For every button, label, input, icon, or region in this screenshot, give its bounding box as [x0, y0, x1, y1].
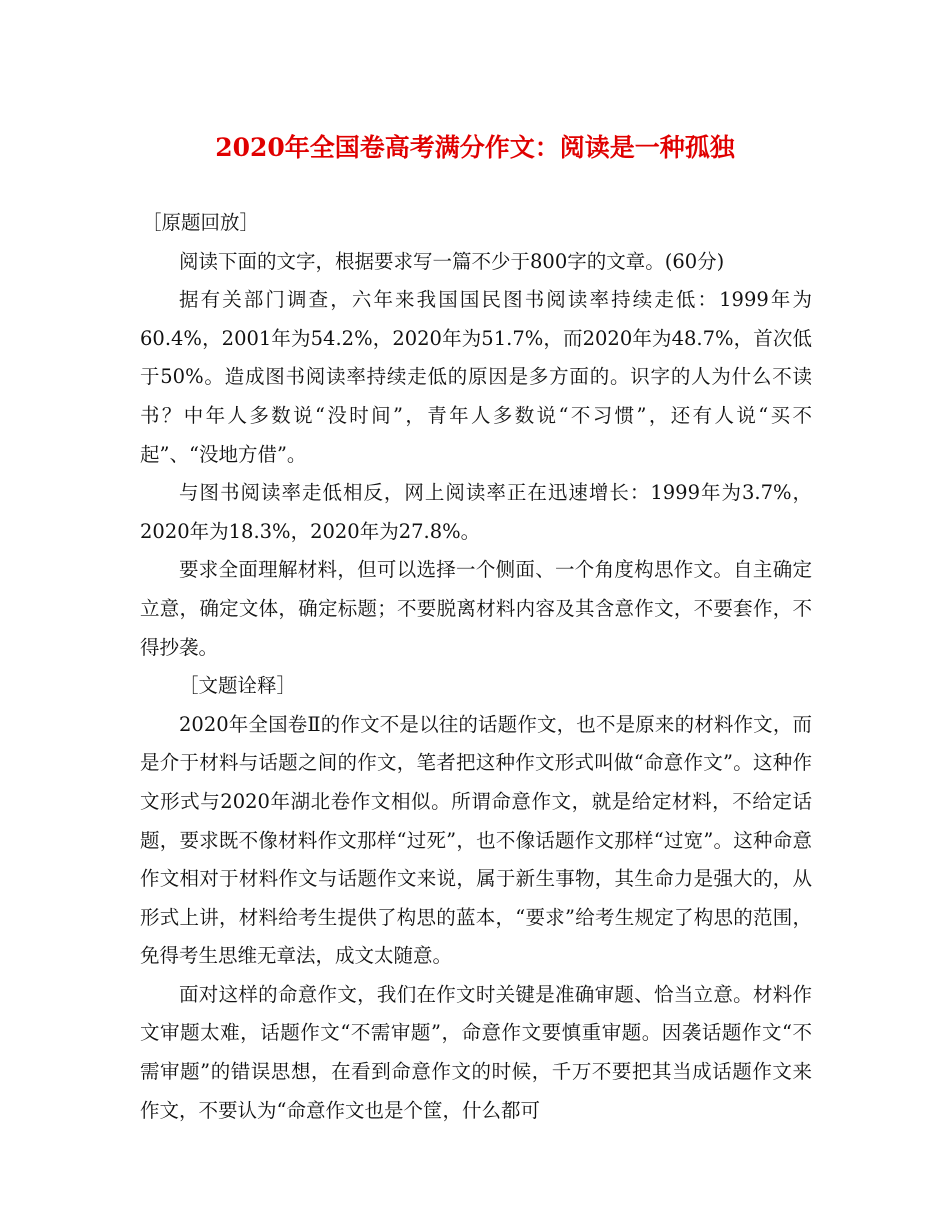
paragraph-requirements: 要求全面理解材料，但可以选择一个侧面、一个角度构思作文。自主确定立意，确定文体，确定标题；不要脱离材料内容及其含意作文，不要套作，不得抄袭。	[140, 558, 812, 659]
document-body	[140, 204, 812, 1130]
paragraph-instruction: 阅读下面的文字，根据要求写一篇不少于800字的文章。(60分)	[179, 249, 725, 273]
paragraph-survey: 据有关部门调查，六年来我国国民图书阅读率持续走低：1999年为60.4%，2001年为54.2%，2020年为51.7%，而2020年为48.7%，首次低于50%。造成图书阅读率持续走低的原因是多方面的。识字的人为什么不读书？中年人多数说“没时间”，青年人多数说“不习惯”，还有人说“买不起”、“没地方借”。	[140, 288, 812, 466]
document-title: 2020年全国卷高考满分作文：阅读是一种孤独	[215, 133, 735, 162]
section-label-original-question: ［原题回放］	[141, 211, 259, 234]
section-label-interpretation: ［文题诠释］	[179, 674, 297, 698]
paragraph-approach: 面对这样的命意作文，我们在作文时关键是准确审题、恰当立意。材料作文审题太难，话题作文“不需审题”，命意作文要慎重审题。因袭话题作文“不需审题”的错误思想，在看到命意作文的时候，千万不要把其当成话题作文来作文，不要认为“命意作文也是个筐，什么都可	[140, 982, 812, 1122]
paragraph-online-reading: 与图书阅读率走低相反，网上阅读率正在迅速增长：1999年为3.7%，2020年为18.3%，2020年为27.8%。	[140, 481, 812, 543]
paragraph-interpretation: 2020年全国卷Ⅱ的作文不是以往的话题作文，也不是原来的材料作文，而是介于材料与话题之间的作文，笔者把这种作文形式叫做“命意作文”。这种作文形式与2020年湖北卷作文相似。所谓命意作文，就是给定材料，不给定话题，要求既不像材料作文那样“过死”，也不像话题作文那样“过宽”。这种命意作文相对于材料作文与话题作文来说，属于新生事物，其生命力是强大的，从形式上讲，材料给考生提供了构思的蓝本，“要求”给考生规定了构思的范围，免得考生思维无章法，成文太随意。	[140, 712, 812, 968]
